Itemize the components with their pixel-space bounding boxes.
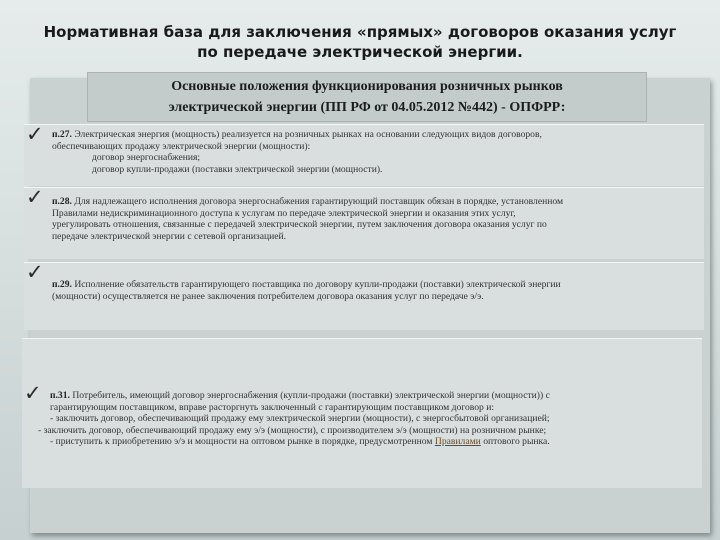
item-line: Исполнение обязательств гарантирующего поставщика по договору купли-продажи (поставки) электрической энергии	[74, 279, 561, 290]
checkmark-icon: ✓	[26, 260, 44, 284]
item-text	[38, 390, 694, 448]
item-line: Правилами недискриминационного доступа к услугам по передаче электрической энергии и оказания этих услуг,	[52, 207, 516, 219]
item-line: - заключить договор, обеспечивающий продажу ему электрической энергии (мощности), с энергосбытовой организацией;	[50, 413, 550, 425]
checkmark-icon: ✓	[26, 122, 44, 146]
item-subline: договор купли-продажи (поставки электрической энергии (мощности).	[92, 163, 383, 175]
slide-title	[20, 22, 700, 62]
title-line-2: по передаче электрической энергии.	[197, 43, 523, 61]
item-line-tail: оптового рынка.	[483, 436, 550, 448]
item-line: (мощности) осуществляется не ранее заключения потребителем договора оказания услуг по передаче э/э.	[52, 290, 484, 302]
subtitle-band	[87, 72, 647, 122]
item-number: п.29.	[52, 279, 72, 290]
checkmark-icon: ✓	[26, 185, 44, 209]
item-line: Для надлежащего исполнения договора энергоснабжения гарантирующий поставщик обязан в порядке, установленном	[74, 196, 564, 207]
item-line: обеспечивающих продажу электрической энергии (мощности):	[52, 140, 311, 152]
item-number: п.31.	[50, 390, 70, 401]
item-line: гарантирующим поставщиком, вправе расторгнуть заключенный с гарантирующим поставщиком договор и:	[50, 401, 495, 413]
list-item-p31	[22, 338, 702, 488]
item-text	[52, 279, 696, 302]
list-item-p27	[24, 124, 704, 186]
item-line: Потребитель, имеющий договор энергоснабжения (купли-продажи (поставки) электрической энергии (мощности)) с	[72, 390, 550, 401]
title-line-1: Нормативная база для заключения «прямых» договоров оказания услуг	[43, 23, 677, 41]
item-line: урегулировать отношения, связанные с передачей электрической энергии, путем заключения договора оказания услуг по	[52, 219, 547, 231]
item-number: п.27.	[52, 129, 72, 140]
checkmark-icon: ✓	[24, 381, 42, 405]
item-text	[52, 129, 696, 175]
item-text	[52, 196, 696, 242]
item-number: п.28.	[52, 196, 72, 207]
item-line: - заключить договор, обеспечивающий продажу ему э/э (мощности), с производителем э/э (мощности) на розничном рынке;	[38, 424, 547, 436]
item-subline: договор энергоснабжения;	[92, 152, 201, 164]
list-item-p29	[24, 262, 704, 330]
item-line: - приступить к приобретению э/э и мощности на оптовом рынке в порядке, предусмотренном	[50, 436, 433, 448]
subtitle-line-1: Основные положения функционирования розничных рынков	[171, 79, 563, 94]
item-line: Электрическая энергия (мощность) реализуется на розничных рынках на основании следующих видов договоров,	[74, 129, 542, 140]
item-line: передаче электрической энергии с сетевой организацией.	[52, 230, 287, 242]
list-item-p28	[24, 187, 704, 259]
subtitle-line-2: электрической энергии (ПП РФ от 04.05.2012 №442) - ОПФРР:	[168, 100, 566, 115]
rules-link[interactable]: Правилами	[434, 436, 481, 448]
